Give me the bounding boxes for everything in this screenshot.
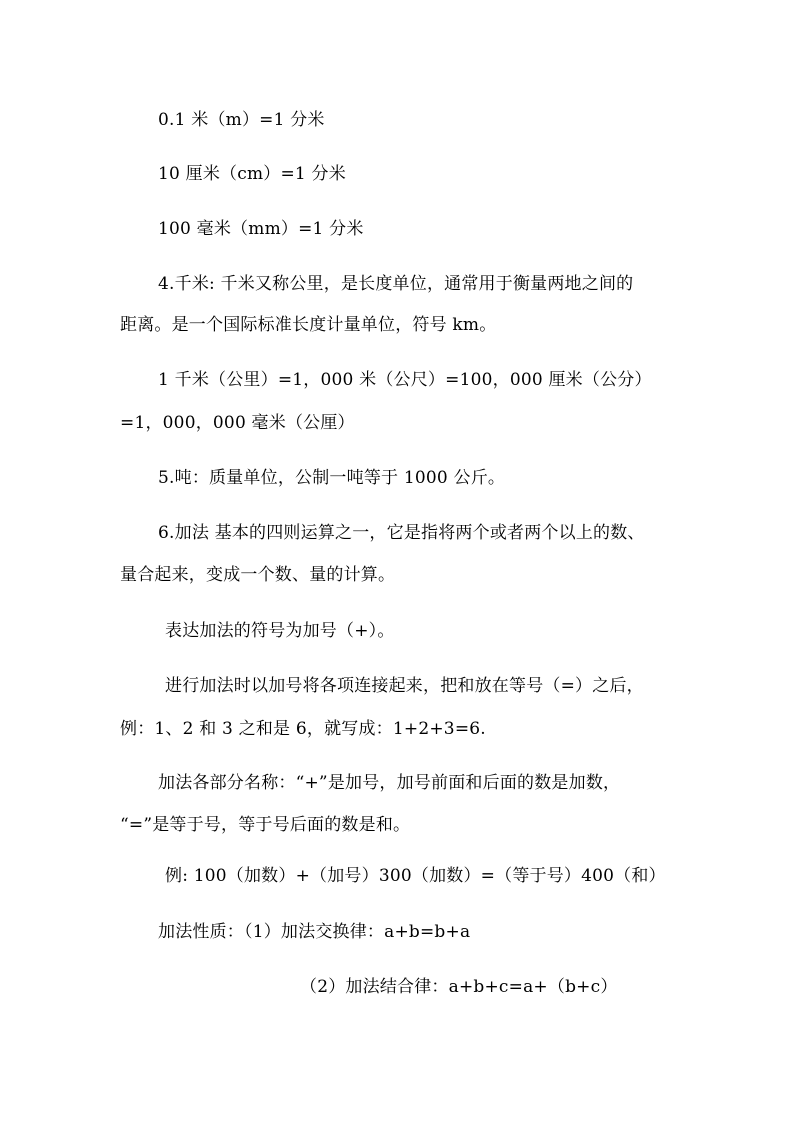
kilometer-conversion-line-1: 1 千米（公里）=1，000 米（公尺）=100，000 厘米（公分）: [158, 370, 652, 390]
addition-parts-line-1: 加法各部分名称：“+”是加号，加号前面和后面的数是加数，: [158, 773, 621, 793]
addition-process-line-2: 例：1、2 和 3 之和是 6，就写成：1+2+3=6.: [120, 719, 486, 739]
addition-symbol-note: 表达加法的符号为加号（+）。: [165, 621, 395, 641]
addition-property-associative: （2）加法结合律：a+b+c=a+（b+c）: [300, 977, 618, 997]
addition-example: 例: 100（加数）+（加号）300（加数）=（等于号）400（和）: [165, 866, 666, 886]
addition-parts-line-2: “=”是等于号，等于号后面的数是和。: [120, 815, 411, 835]
kilometer-definition-line-1: 4.千米: 千米又称公里，是长度单位，通常用于衡量两地之间的: [158, 274, 634, 294]
kilometer-definition-line-2: 距离。是一个国际标准长度计量单位，符号 km。: [120, 315, 497, 335]
addition-definition-line-2: 量合起来，变成一个数、量的计算。: [120, 565, 396, 585]
addition-definition-line-1: 6.加法 基本的四则运算之一，它是指将两个或者两个以上的数、: [158, 523, 645, 543]
unit-line-decimeter-centimeter: 10 厘米（cm）=1 分米: [158, 164, 346, 184]
addition-property-commutative: 加法性质：（1）加法交换律：a+b=b+a: [158, 922, 471, 942]
kilometer-conversion-line-2: =1，000，000 毫米（公厘）: [120, 413, 355, 433]
addition-process-line-1: 进行加法时以加号将各项连接起来，把和放在等号（=）之后，: [165, 676, 644, 696]
unit-line-decimeter-millimeter: 100 毫米（mm）=1 分米: [158, 219, 364, 239]
unit-line-decimeter-meter: 0.1 米（m）=1 分米: [158, 110, 325, 130]
ton-definition: 5.吨：质量单位，公制一吨等于 1000 公斤。: [158, 468, 506, 488]
